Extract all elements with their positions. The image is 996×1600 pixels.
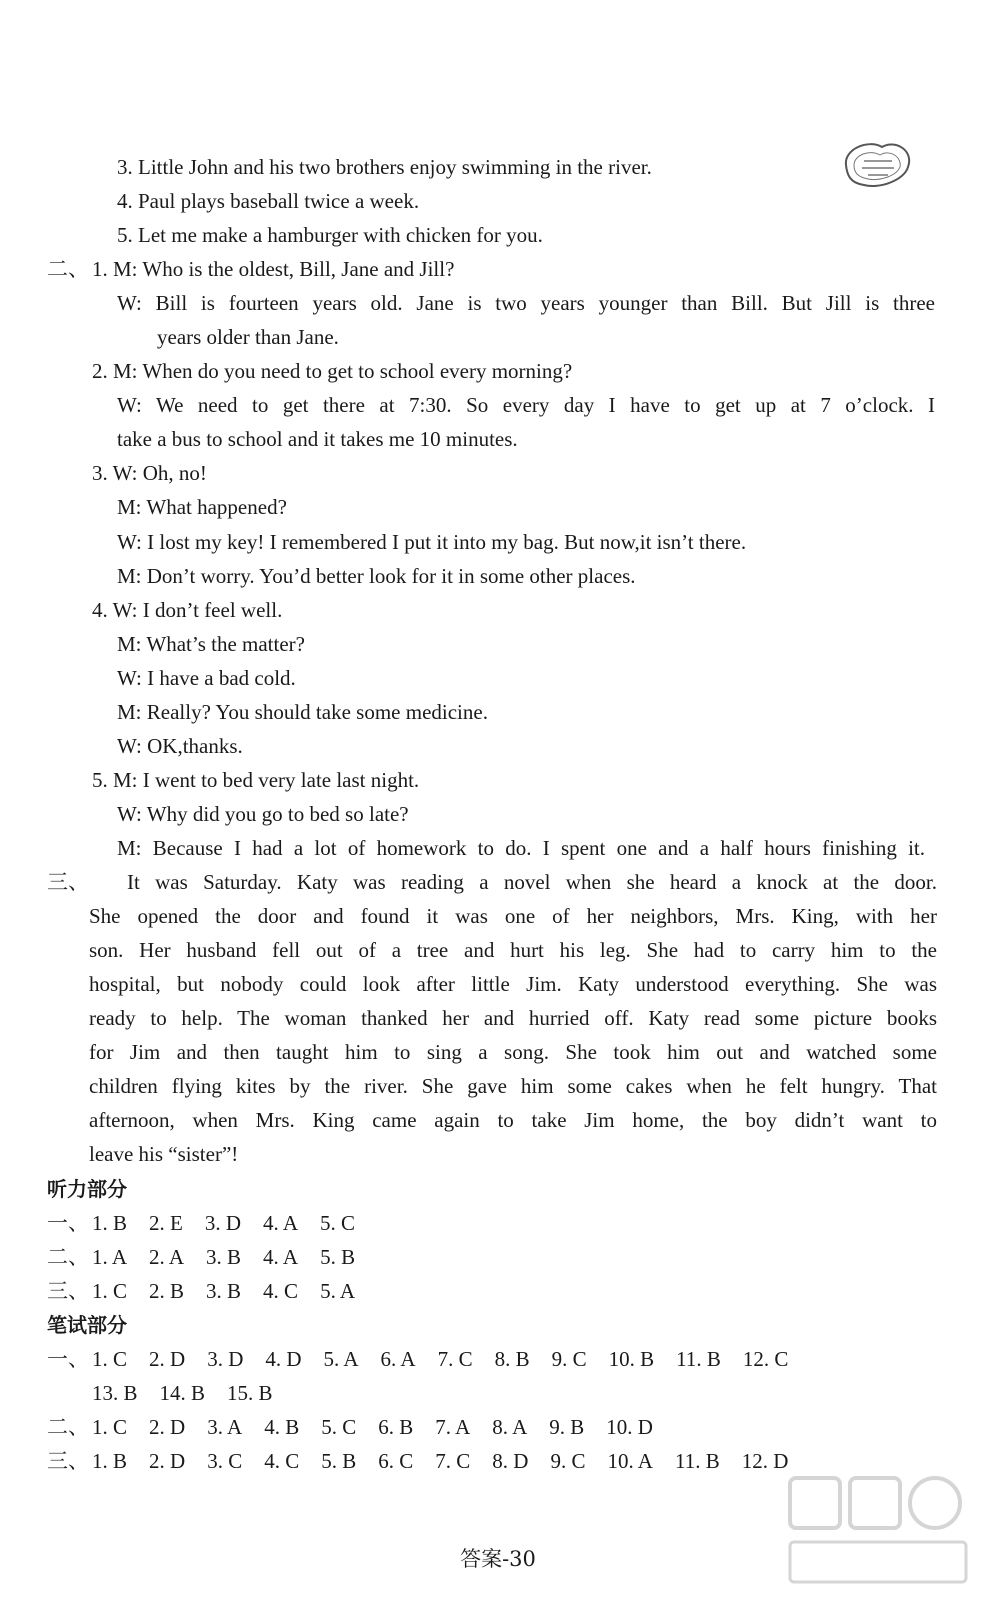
dialogue-line: W: Why did you go to bed so late? — [117, 802, 409, 826]
answer-item: 3. C — [207, 1449, 243, 1473]
answer-item: 2. B — [149, 1279, 185, 1303]
answer-item: 12. C — [742, 1347, 789, 1371]
answer-item: 1. C — [92, 1279, 128, 1303]
answer-item: 9. C — [550, 1449, 586, 1473]
answer-item: 3. B — [206, 1245, 242, 1269]
answer-item: 5. A — [320, 1279, 356, 1303]
paragraph-line: ready to help. The woman thanked her and hurried off. Katy read some picture books — [89, 1006, 937, 1030]
answer-row — [92, 1379, 295, 1407]
page-number: 答案-30 — [460, 1547, 536, 1571]
dialogue-line: W: We need to get there at 7:30. So every day I have to get up at 7 o’clock. I — [117, 393, 935, 417]
answer-item: 4. C — [263, 1279, 299, 1303]
dialogue-line: 4. W: I don’t feel well. — [92, 598, 283, 622]
answer-item: 2. E — [149, 1211, 183, 1235]
answer-item: 2. D — [149, 1449, 186, 1473]
answer-item: 14. B — [159, 1381, 206, 1405]
answer-item: 5. B — [320, 1245, 356, 1269]
answer-item: 10. D — [606, 1415, 653, 1439]
answer-row — [92, 1413, 675, 1441]
paragraph-line: for Jim and then taught him to sing a song. She took him out and watched some — [89, 1040, 937, 1064]
text-line: 4. Paul plays baseball twice a week. — [117, 189, 420, 213]
answer-item: 11. B — [676, 1347, 721, 1371]
dialogue-line: take a bus to school and it takes me 10 minutes. — [117, 427, 518, 451]
dialogue-line: 3. W: Oh, no! — [92, 461, 207, 485]
answer-row — [92, 1447, 810, 1475]
answer-row — [92, 1209, 377, 1237]
answer-item: 6. B — [378, 1415, 414, 1439]
dialogue-line: W: OK,thanks. — [117, 734, 243, 758]
answer-item: 9. B — [549, 1415, 585, 1439]
answer-item: 4. A — [263, 1245, 299, 1269]
answer-item: 1. A — [92, 1245, 128, 1269]
dialogue-line: 1. M: Who is the oldest, Bill, Jane and Jill? — [92, 257, 455, 281]
answer-item: 5. B — [321, 1449, 357, 1473]
dialogue-line: W: I lost my key! I remembered I put it into my bag. But now,it isn’t there. — [117, 530, 747, 554]
dialogue-line: 5. M: I went to bed very late last night. — [92, 768, 420, 792]
answer-item: 2. D — [149, 1347, 186, 1371]
dialogue-line: W: Bill is fourteen years old. Jane is two years younger than Bill. But Jill is three — [117, 291, 935, 315]
answer-row-marker: 一、 — [47, 1347, 89, 1371]
answer-row — [92, 1243, 377, 1271]
answer-item: 6. C — [378, 1449, 414, 1473]
answer-item: 15. B — [227, 1381, 273, 1405]
paragraph-line: leave his “sister”! — [89, 1142, 239, 1166]
text-line: 3. Little John and his two brothers enjoy swimming in the river. — [117, 155, 652, 179]
paragraph-line: It was Saturday. Katy was reading a novel when she heard a knock at the door. — [127, 870, 937, 894]
answer-item: 3. B — [206, 1279, 242, 1303]
answer-item: 4. A — [263, 1211, 299, 1235]
dialogue-line: M: Because I had a lot of homework to do. I spent one and a half hours finishing it. — [117, 836, 925, 860]
section-marker: 二、 — [47, 257, 89, 281]
dialogue-line: M: What’s the matter? — [117, 632, 305, 656]
answer-item: 5. A — [323, 1347, 359, 1371]
paragraph-line: afternoon, when Mrs. King came again to take Jim home, the boy didn’t want to — [89, 1108, 937, 1132]
answer-item: 7. C — [435, 1449, 471, 1473]
answer-item: 4. D — [265, 1347, 302, 1371]
dialogue-line: M: Don’t worry. You’d better look for it in some other places. — [117, 564, 636, 588]
answer-item: 3. D — [204, 1211, 242, 1235]
answer-item: 5. C — [321, 1415, 357, 1439]
answer-row-marker: 二、 — [47, 1415, 89, 1439]
answer-item: 3. D — [207, 1347, 244, 1371]
answer-item: 5. C — [320, 1211, 356, 1235]
answer-row-marker: 一、 — [47, 1211, 89, 1235]
answer-row-marker: 二、 — [47, 1245, 89, 1269]
answer-item: 7. A — [435, 1415, 471, 1439]
written-heading: 笔试部分 — [47, 1313, 127, 1337]
dialogue-line: 2. M: When do you need to get to school every morning? — [92, 359, 573, 383]
answer-item: 8. D — [492, 1449, 529, 1473]
answer-item: 8. A — [492, 1415, 528, 1439]
seal-stamp-icon — [838, 135, 916, 191]
answer-item: 2. A — [149, 1245, 185, 1269]
answer-item: 10. A — [607, 1449, 653, 1473]
section-marker: 三、 — [47, 870, 89, 894]
answer-item: 1. B — [92, 1211, 128, 1235]
answer-row-marker: 三、 — [47, 1449, 89, 1473]
answer-item: 8. B — [494, 1347, 530, 1371]
dialogue-line: M: What happened? — [117, 495, 287, 519]
paragraph-line: She opened the door and found it was one of her neighbors, Mrs. King, with her — [89, 904, 937, 928]
text-line: 5. Let me make a hamburger with chicken for you. — [117, 223, 543, 247]
answer-row — [92, 1277, 377, 1305]
dialogue-line: years older than Jane. — [157, 325, 339, 349]
answer-item: 13. B — [92, 1381, 138, 1405]
answer-item: 3. A — [207, 1415, 243, 1439]
answer-item: 1. C — [92, 1347, 128, 1371]
paragraph-line: children flying kites by the river. She gave him some cakes when he felt hungry. That — [89, 1074, 937, 1098]
dialogue-line: W: I have a bad cold. — [117, 666, 296, 690]
paragraph-line: hospital, but nobody could look after little Jim. Katy understood everything. She was — [89, 972, 937, 996]
answer-item: 11. B — [674, 1449, 720, 1473]
answer-item: 1. B — [92, 1449, 128, 1473]
answer-item: 1. C — [92, 1415, 128, 1439]
answer-item: 6. A — [380, 1347, 416, 1371]
answer-item: 12. D — [741, 1449, 789, 1473]
answer-item: 4. B — [264, 1415, 300, 1439]
answer-item: 7. C — [437, 1347, 473, 1371]
answer-item: 10. B — [608, 1347, 655, 1371]
answer-item: 4. C — [264, 1449, 300, 1473]
answer-row-marker: 三、 — [47, 1279, 89, 1303]
listening-heading: 听力部分 — [47, 1177, 127, 1201]
answer-row — [92, 1345, 810, 1373]
answer-item: 2. D — [149, 1415, 186, 1439]
paragraph-line: son. Her husband fell out of a tree and hurt his leg. She had to carry him to the — [89, 938, 937, 962]
dialogue-line: M: Really? You should take some medicine. — [117, 700, 488, 724]
answer-item: 9. C — [551, 1347, 587, 1371]
